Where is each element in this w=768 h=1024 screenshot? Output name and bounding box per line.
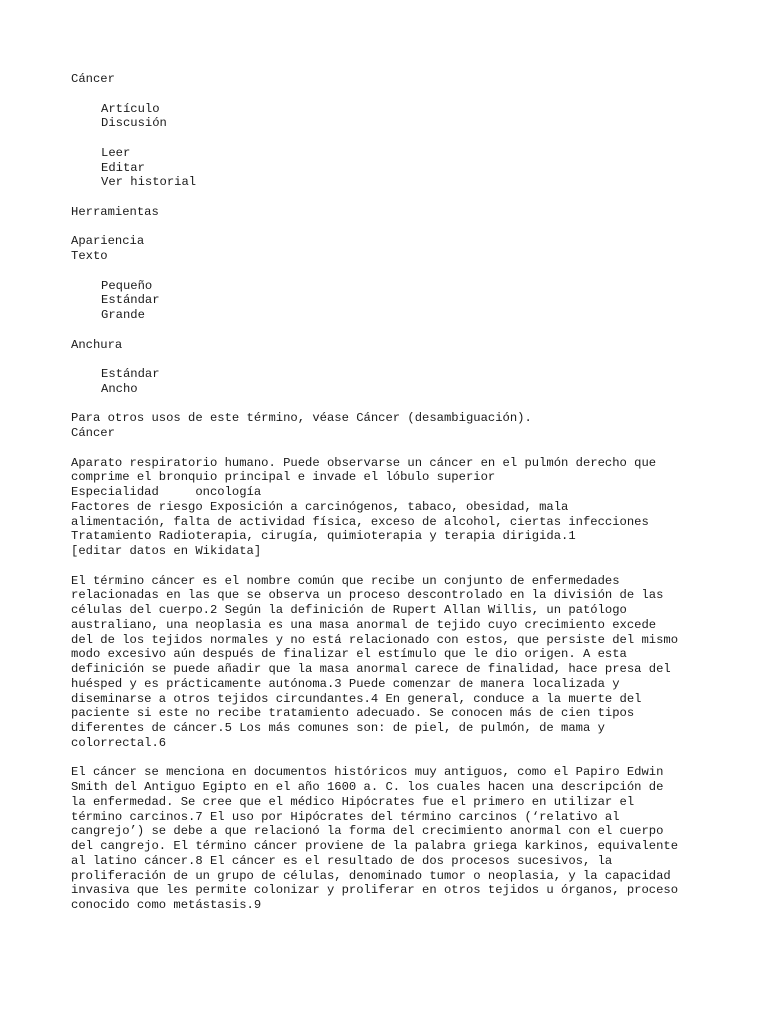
tools-menu[interactable]: Herramientas [71,204,159,219]
article-page [71,72,721,913]
tab-article[interactable]: Artículo [101,101,160,116]
width-standard-option[interactable]: Estándar [101,367,160,381]
tab-read[interactable]: Leer [101,145,131,160]
spacer [71,87,721,102]
spacer [71,323,721,338]
page-title: Cáncer [71,72,115,86]
text-size-standard-option[interactable]: Estándar [101,293,160,308]
spacer [71,190,721,205]
spacer [71,751,721,766]
spacer [71,131,721,146]
spacer [71,352,721,367]
infobox-treatment-row: Tratamiento Radioterapia, cirugía, quimioterapia y terapia dirigida.1 [71,529,576,544]
spacer [71,264,721,279]
width-wide-option[interactable]: Ancho [101,381,138,396]
tab-view-history[interactable]: Ver historial [101,175,197,190]
intro-paragraph-1: El término cáncer es el nombre común que recibe un conjunto de enfermedades relacionadas en las que se observa un proceso descontrolado en la división de las células del cuerpo.2 Según la definición de Rupert Allan Willis, un patólogo australiano, una neoplasia es una masa anormal de tejido cuyo crecimiento excede del de los tejidos normales y no está relacionado con estos, que persiste del mismo modo excesivo aún después de finalizar el estímulo que le dio origen. A esta definición se puede añadir que la masa anormal carece de finalidad, hace presa del huésped y es prácticamente autónoma.3 Puede comenzar de manera localizada y diseminarse a otros tejidos circundantes.4 En general, conduce a la muerte del paciente si este no recibe tratamiento adecuado. Se conocen más de cien tipos diferentes de cáncer.5 Los más comunes son: de piel, de pulmón, de mama y colorrectal.6 [71,573,679,750]
edit-wikidata-link[interactable]: [editar datos en Wikidata] [71,544,262,558]
spacer [71,441,721,456]
spacer [71,220,721,235]
infobox-image-caption: Aparato respiratorio humano. Puede observarse un cáncer en el pulmón derecho que comprime el bronquio principal e invade el lóbulo superior [71,455,657,485]
spacer [71,559,721,574]
tab-edit[interactable]: Editar [101,160,145,175]
infobox-specialty-row: Especialidad oncología [71,485,262,499]
tab-discussion[interactable]: Discusión [101,116,167,131]
intro-paragraph-2: El cáncer se menciona en documentos históricos muy antiguos, como el Papiro Edwin Smith del Antiguo Egipto en el año 1600 a. C. los cuales hacen una descripción de la enfermedad. Se cree que el médico Hipócrates fue el primero en utilizar el término carcinos.7 El uso por Hipócrates del término carcinos (‘relativo al cangrejo’) se debe a que relacionó la forma del crecimiento anormal con el cuerpo del cangrejo. El término cáncer proviene de la palabra griega karkinos, equivalente al latino cáncer.8 El cáncer es el resultado de dos procesos sucesivos, la proliferación de un grupo de células, denominado tumor o neoplasia, y la capacidad invasiva que les permite colonizar y proliferar en otros tejidos u órganos, proceso conocido como metástasis.9 [71,765,679,912]
text-size-large-option[interactable]: Grande [101,308,145,322]
spacer [71,397,721,412]
hatnote: Para otros usos de este término, véase Cáncer (desambiguación). [71,411,532,426]
infobox-risk-factors-row: Factores de riesgo Exposición a carcinógenos, tabaco, obesidad, mala alimentación, falta de actividad física, exceso de alcohol, ciertas infecciones [71,499,649,529]
width-heading: Anchura [71,337,123,352]
appearance-heading: Apariencia [71,234,145,249]
text-size-small-option[interactable]: Pequeño [101,278,153,293]
infobox-title: Cáncer [71,426,115,440]
text-size-heading: Texto [71,249,108,263]
